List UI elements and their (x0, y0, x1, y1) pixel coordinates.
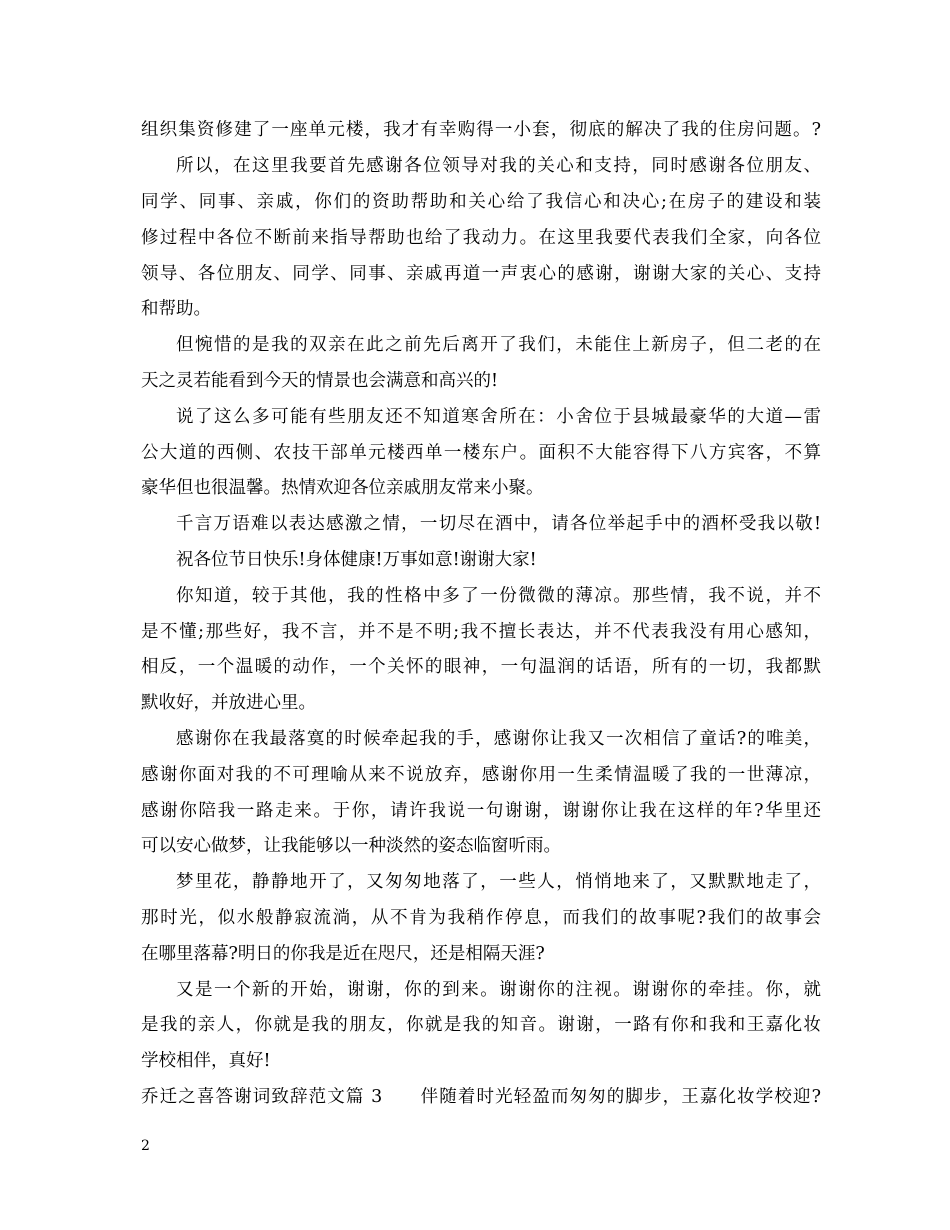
text-line: 是我的亲人，你就是我的朋友，你就是我的知音。谢谢，一路有你和我和王嘉化妆 (141, 1015, 821, 1035)
text-line: 领导、各位朋友、同学、同事、亲戚再道一声衷心的感谢，谢谢大家的关心、支持 (141, 264, 821, 284)
text-line: 说了这么多可能有些朋友还不知道寒舍所在：小舍位于县城最豪华的大道—雷 (176, 407, 821, 427)
text-line: 祝各位节日快乐!身体健康!万事如意!谢谢大家! (176, 550, 537, 570)
text-line: 乔迁之喜答谢词致辞范文篇 3 伴随着时光轻盈而匆匆的脚步，王嘉化妆学校迎? (141, 1087, 821, 1107)
text-line: 又是一个新的开始，谢谢，你的到来。谢谢你的注视。谢谢你的牵挂。你，就 (176, 980, 821, 1000)
text-line: 那时光，似水般静寂流淌，从不肯为我稍作停息，而我们的故事呢?我们的故事会 (141, 908, 821, 928)
text-line: 在哪里落幕?明日的你我是近在咫尺，还是相隔天涯? (141, 944, 545, 964)
text-line: 修过程中各位不断前来指导帮助也给了我动力。在这里我要代表我们全家，向各位 (141, 228, 821, 248)
text-line: 是不懂;那些好，我不言，并不是不明;我不擅长表达，并不代表我没有用心感知， (141, 622, 821, 642)
page-number: 2 (141, 1138, 150, 1154)
text-line: 默收好，并放进心里。 (141, 693, 316, 713)
text-line: 感谢你陪我一路走来。于你，请许我说一句谢谢，谢谢你让我在这样的年?华里还 (141, 801, 821, 821)
text-line: 你知道，较于其他，我的性格中多了一份微微的薄凉。那些情，我不说，并不 (176, 586, 821, 606)
text-line: 天之灵若能看到今天的情景也会满意和高兴的! (141, 371, 499, 391)
text-line: 相反，一个温暖的动作，一个关怀的眼神，一句温润的话语，所有的一切，我都默 (141, 657, 821, 677)
text-line: 和帮助。 (141, 299, 211, 319)
text-line: 所以，在这里我要首先感谢各位领导对我的关心和支持，同时感谢各位朋友、 (176, 156, 821, 176)
text-line: 但惋惜的是我的双亲在此之前先后离开了我们，未能住上新房子，但二老的在 (176, 335, 821, 355)
text-line: 同学、同事、亲戚，你们的资助帮助和关心给了我信心和决心;在房子的建设和装 (141, 192, 821, 212)
text-line: 学校相伴，真好! (141, 1051, 271, 1071)
text-line: 组织集资修建了一座单元楼，我才有幸购得一小套，彻底的解决了我的住房问题。? (141, 120, 821, 140)
text-line: 千言万语难以表达感激之情，一切尽在酒中，请各位举起手中的酒杯受我以敬! (176, 514, 821, 534)
text-line: 公大道的西侧、农技干部单元楼西单一楼东户。面积不大能容得下八方宾客，不算 (141, 443, 821, 463)
text-line: 感谢你在我最落寞的时候牵起我的手，感谢你让我又一次相信了童话?的唯美， (176, 729, 821, 749)
text-line: 感谢你面对我的不可理喻从来不说放弃，感谢你用一生柔情温暖了我的一世薄凉， (141, 765, 821, 785)
text-line: 可以安心做梦，让我能够以一种淡然的姿态临窗听雨。 (141, 836, 561, 856)
text-line: 豪华但也很温馨。热情欢迎各位亲戚朋友常来小聚。 (141, 478, 544, 498)
text-line: 梦里花，静静地开了，又匆匆地落了，一些人，悄悄地来了，又默默地走了， (176, 872, 821, 892)
